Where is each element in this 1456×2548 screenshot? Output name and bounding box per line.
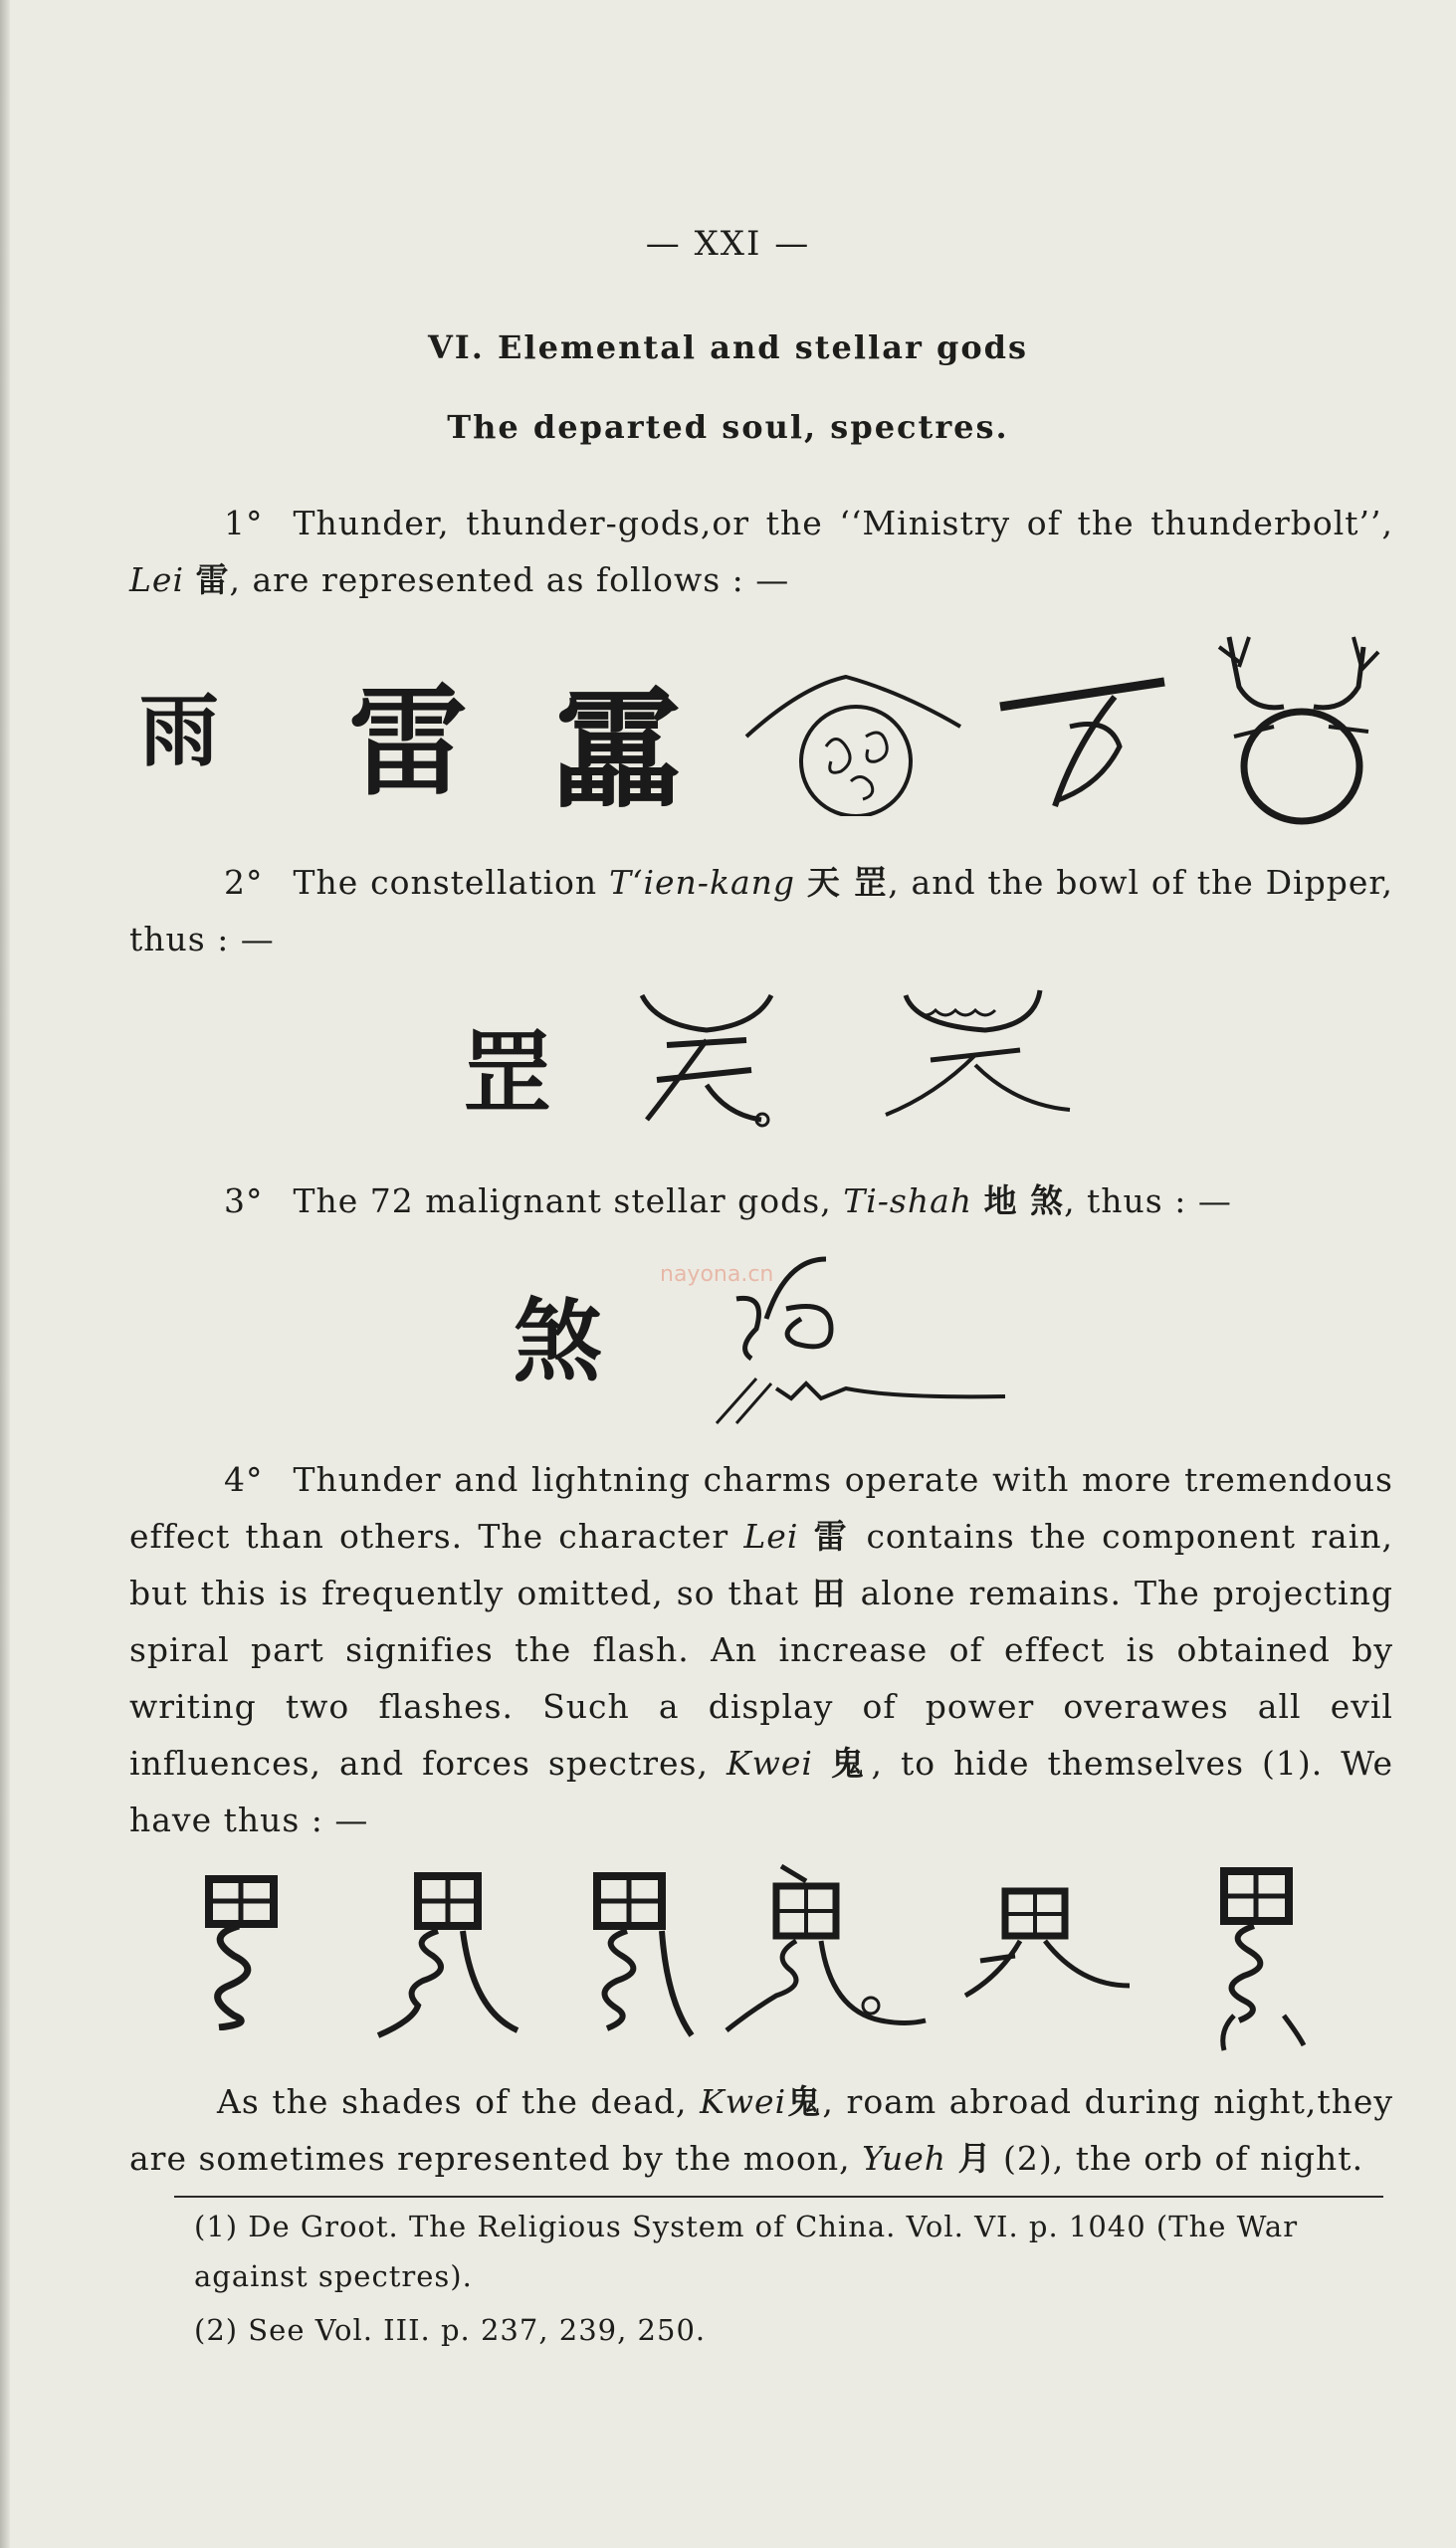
kwei-glyph [587,1871,697,2040]
watermark: nayona.cn [660,1262,774,1287]
seal-glyph: 煞 [513,1290,602,1394]
seal-glyph: 雨 [139,685,219,777]
kwei-glyph [960,1886,1135,2006]
footnote-2: (2) See Vol. III. p. 237, 239, 250. [194,2313,707,2347]
paragraph-number: 1° [224,504,264,542]
kwei-glyph [373,1871,522,2040]
paragraph-2: 2° The constellation T‘ien-kang 天 罡, and the bowl of the Dipper, thus : — [129,863,1394,958]
dipper-glyph [876,985,1075,1135]
kwei-glyph [1204,1866,1314,2055]
paragraph-number: 4° [224,1460,264,1499]
section-heading: VI. Elemental and stellar gods [427,328,1029,366]
page-number: — XXI — [645,224,811,264]
dipper-bowl-glyph [637,985,776,1135]
seal-glyph: 雷 [348,674,468,812]
kwei-glyph [722,1861,931,2040]
paragraph-4: 4° Thunder and lightning charms operate with more tremendous effect than others. The character Lei 雷 contains the component rain, but this is frequently omitted, so that 田 alone remains. The projecting spiral part signifies the flash. An increase of effect is obtained by writing two flashes. Such a display of power overawes all evil influences, and forces spectres, Kwei 鬼, to hide themselves (1). We have thus : — [129,1460,1393,1839]
section-subheading: The departed soul, spectres. [447,408,1009,446]
paragraph-1: 1° Thunder, thunder-gods,or the ‘‘Ministry of the thunderbolt’’, Lei 雷, are represented as follows : — [129,504,1393,599]
paragraph-5: As the shades of the dead, Kwei鬼, roam abroad during night,they are sometimes represented by the moon, Yueh 月 (2), the orb of night. [129,2082,1394,2178]
footnote-divider [174,2196,1383,2198]
paragraph-number: 2° [224,863,264,902]
thunder-glyph-row [0,627,1456,826]
thunder-antler-glyph [1214,627,1383,826]
paragraph-number: 3° [224,1181,264,1220]
thunder-flash-glyph [995,667,1174,816]
kwei-glyph [194,1871,294,2030]
footnote-1: (1) De Groot. The Religious System of China. Vol. VI. p. 1040 (The War against spectres). [194,2210,1299,2293]
kwei-glyph-row [0,1861,1456,2050]
dipper-glyph-row [0,980,1456,1140]
seal-glyph: 罡 [463,1021,552,1126]
seal-glyph: 靁 [552,675,683,826]
paragraph-3: 3° The 72 malignant stellar gods, Ti-shah 地 煞, thus : — [224,1181,1232,1220]
thunder-spiral-glyph [741,667,970,816]
